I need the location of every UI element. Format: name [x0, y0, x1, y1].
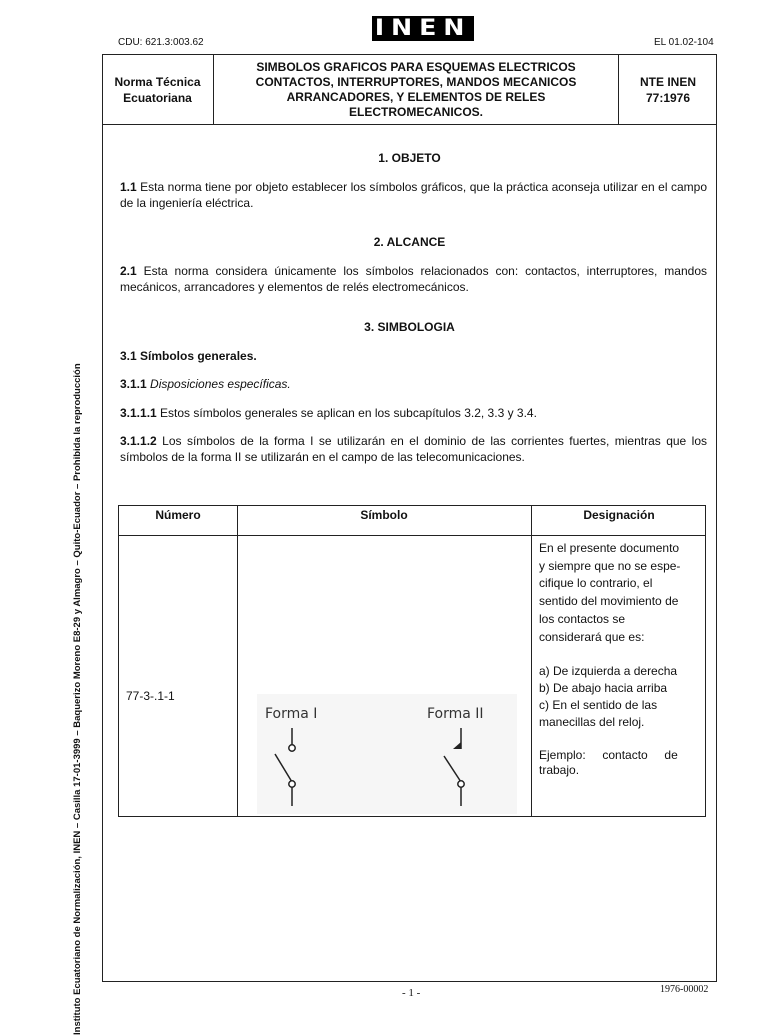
- paragraph-3-1-1-2: 3.1.1.2 Los símbolos de la forma I se utilizarán en el dominio de las corrientes fuertes, mientras que los símbolos de la forma II se utilizarán en el campo de las telecomunicaciones.: [120, 434, 707, 464]
- table-divider: [531, 506, 532, 816]
- designation-line: cifique lo contrario, el: [539, 576, 653, 591]
- column-header-designacion: Designación: [583, 508, 655, 522]
- page-number: - 1 -: [402, 987, 421, 999]
- example-label: Ejemplo: contacto de: [539, 748, 678, 763]
- table-divider: [237, 506, 238, 816]
- section-title-alcance: 2. ALCANCE: [373, 235, 446, 249]
- example-value: trabajo.: [539, 763, 580, 778]
- designation-a: a) De izquierda a derecha: [539, 664, 678, 679]
- section-title-simbologia: 3. SIMBOLOGIA: [364, 320, 455, 334]
- symbol-table: [118, 505, 706, 817]
- inen-logo: INEN: [372, 16, 474, 41]
- designation-c: c) En el sentido de las: [539, 698, 658, 713]
- designation-line: En el presente documento: [539, 541, 680, 555]
- designation-line: los contactos se: [539, 611, 626, 626]
- forma-2-label: Forma II: [427, 706, 484, 722]
- switch-symbols-drawing: [257, 694, 517, 814]
- designation-line: considerará que es:: [539, 629, 645, 644]
- norm-number: NTE INEN 77:1976: [618, 54, 717, 125]
- symbol-number: 77-3-.1-1: [126, 689, 175, 703]
- cdu-code: CDU: 621.3:003.62: [118, 37, 204, 48]
- paragraph-1-1: 1.1 Esta norma tiene por objeto establecer los símbolos gráficos, que la práctica aconseja utilizar en el campo de la ingeniería eléctrica.: [120, 180, 707, 210]
- document-title: SIMBOLOS GRAFICOS PARA ESQUEMAS ELECTRICOS CONTACTOS, INTERRUPTORES, MANDOS MECANICOS ARRANCADORES, Y ELEMENTOS DE RELES ELECTROMECANICOS.: [255, 59, 577, 119]
- designation-line: y siempre que no se espe-: [539, 558, 681, 573]
- section-title-objeto: 1. OBJETO: [378, 151, 441, 165]
- paragraph-3-1-1-1: 3.1.1.1 Estos símbolos generales se aplican en los subcapítulos 3.2, 3.3 y 3.4.: [120, 406, 537, 420]
- paragraph-2-1: 2.1 Esta norma considera únicamente los símbolos relacionados con: contactos, interruptores, mandos mecánicos, arrancadores y elementos de relés electromecánicos.: [120, 264, 707, 294]
- footer-doc-code: 1976-00002: [660, 984, 709, 995]
- column-header-simbolo: Símbolo: [360, 508, 408, 522]
- designation-text: [539, 540, 701, 778]
- column-header-numero: Número: [155, 508, 201, 522]
- designation-c-cont: manecillas del reloj.: [539, 715, 645, 730]
- subsection-3-1: 3.1 Símbolos generales.: [120, 349, 257, 363]
- norma-label: Norma Técnica Ecuatoriana: [102, 54, 214, 125]
- document-code: EL 01.02-104: [654, 37, 714, 48]
- designation-b: b) De abajo hacia arriba: [539, 681, 668, 696]
- sidebar-institution-text: Instituto Ecuatoriano de Normalización, INEN – Casilla 17-01-3999 – Baquerizo Moreno E8-29 y Almagro – Quito-Ecuador – Prohibida la reproducción: [72, 363, 83, 1035]
- designation-line: sentido del movimiento de: [539, 594, 679, 609]
- paragraph-3-1-1: 3.1.1 Disposiciones específicas.: [120, 377, 291, 391]
- forma-1-label: Forma I: [265, 706, 318, 722]
